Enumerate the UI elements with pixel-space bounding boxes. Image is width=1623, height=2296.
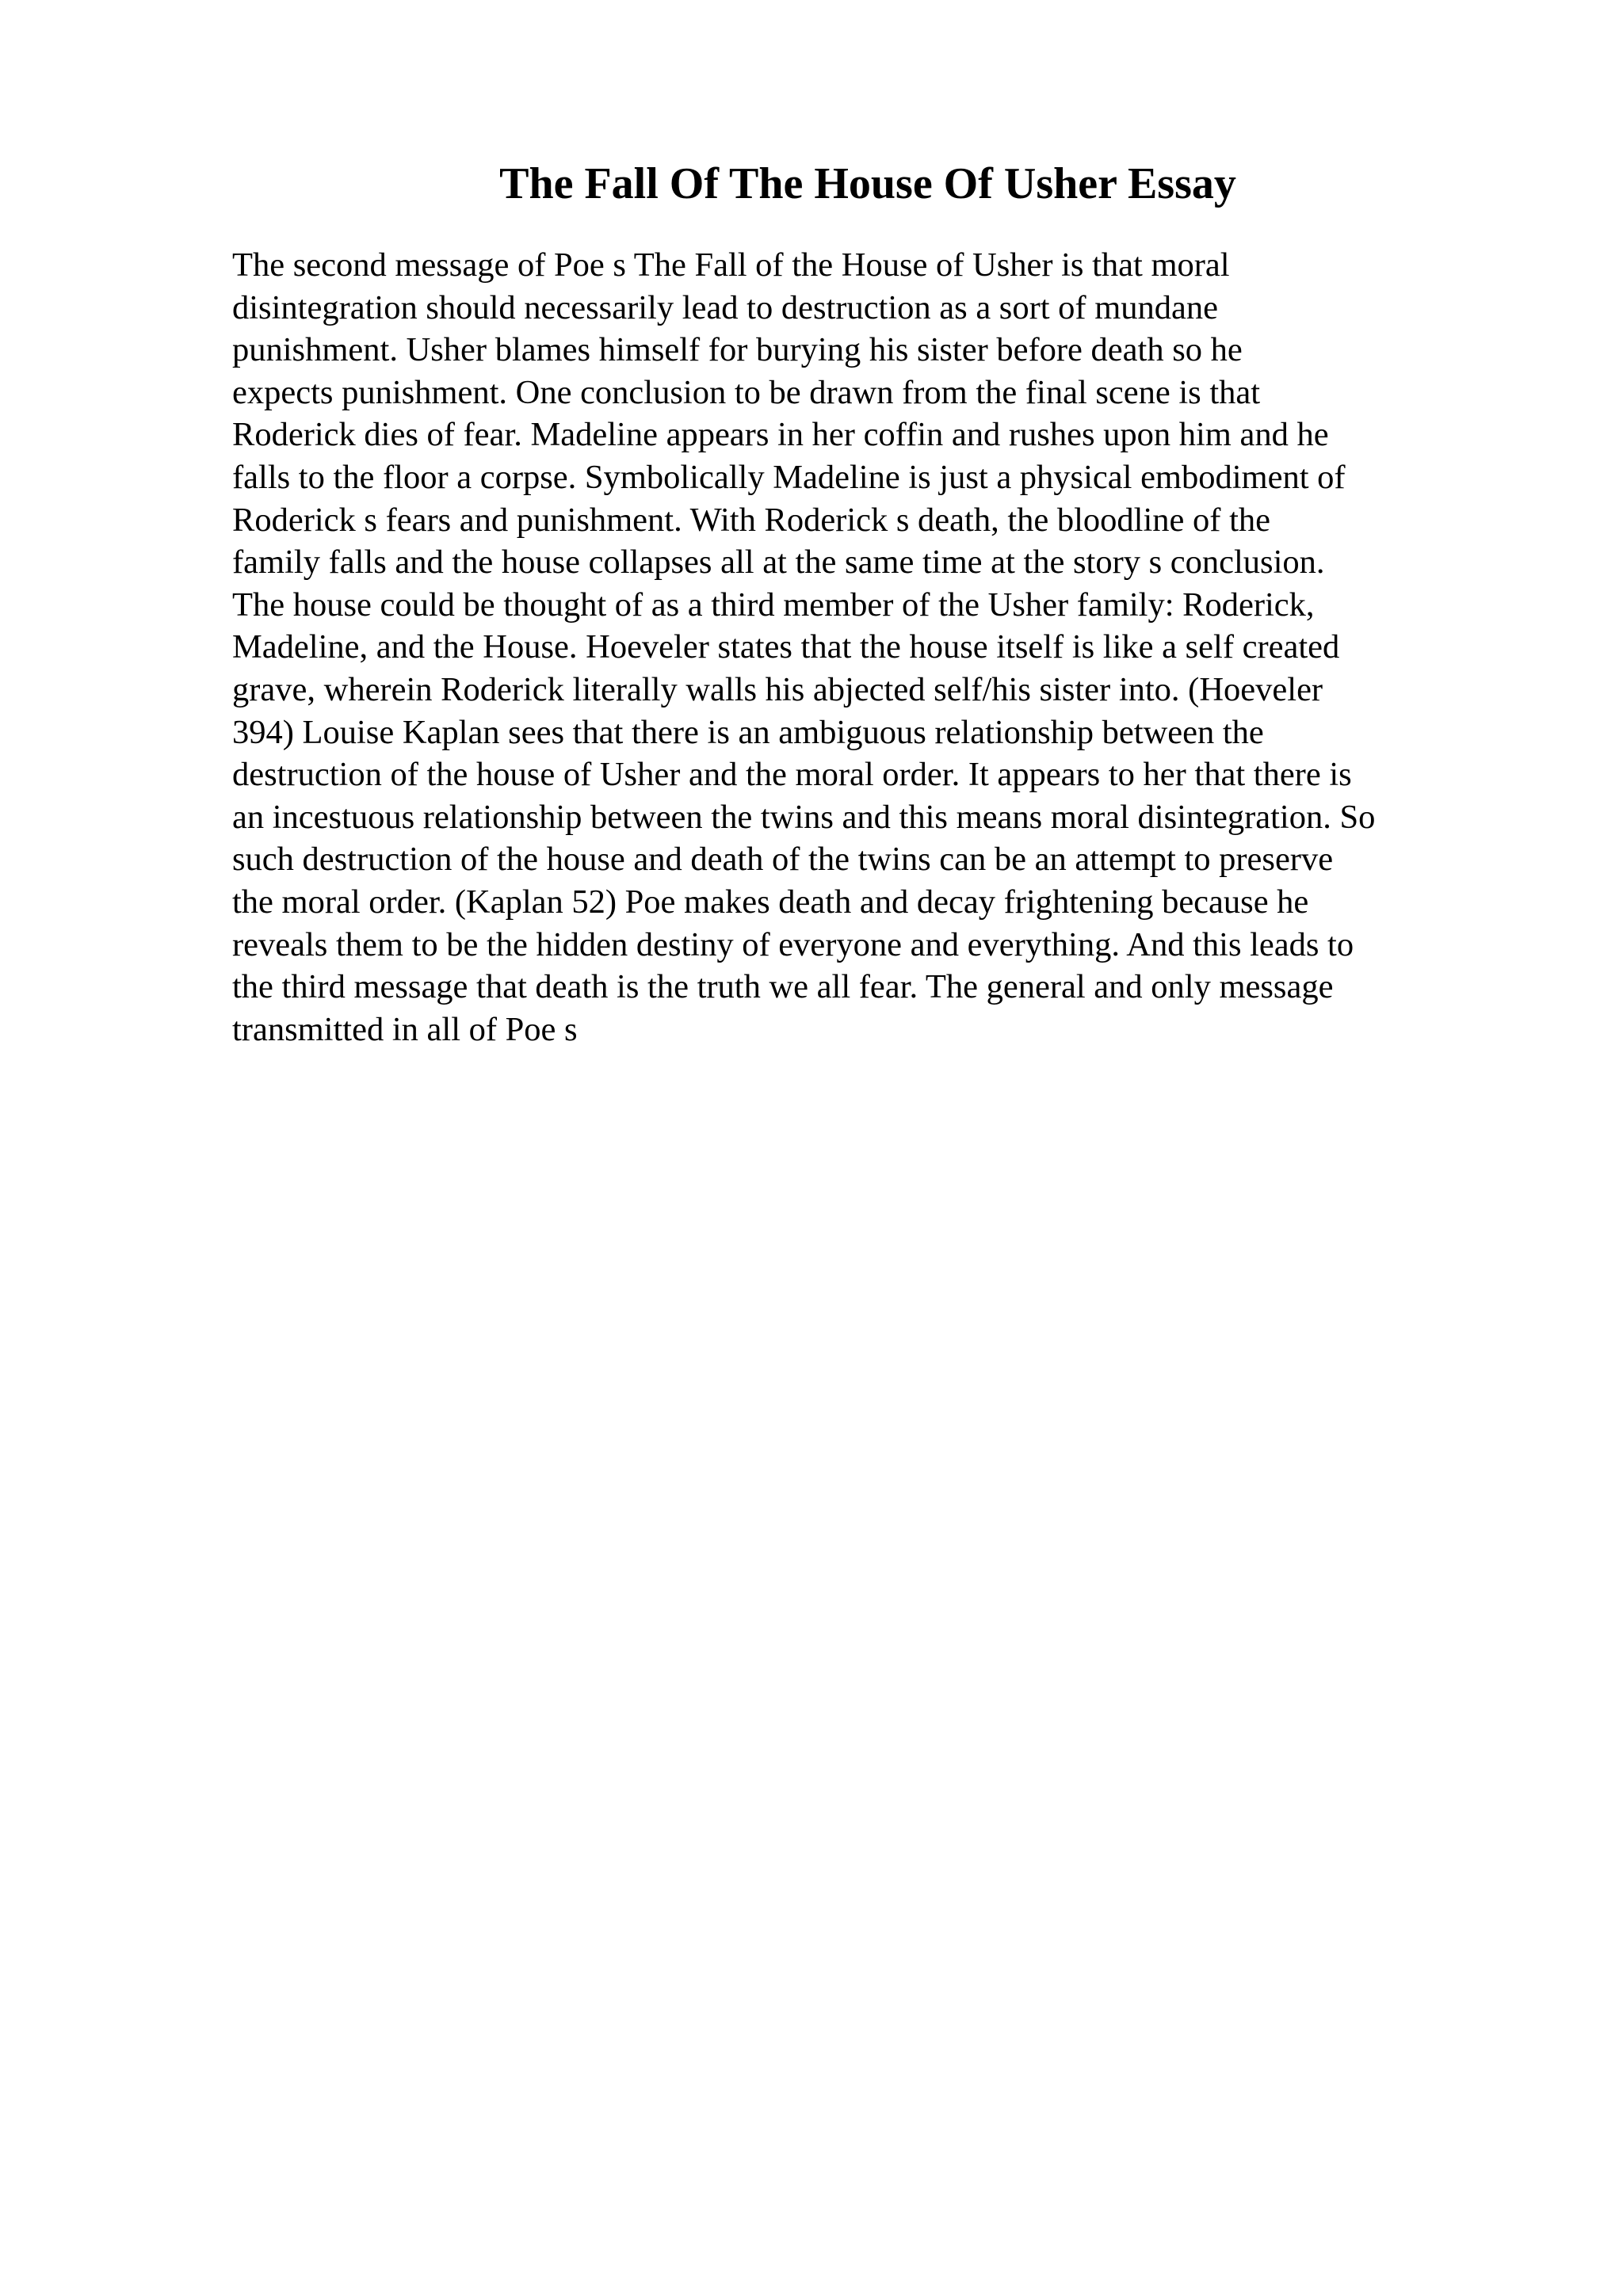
essay-line: reveals them to be the hidden destiny of everyone and everything. And this leads to (232, 925, 1354, 963)
essay-line: transmitted in all of Poe s (232, 1010, 578, 1048)
essay-line: 394) Louise Kaplan sees that there is an ambiguous relationship between the (232, 713, 1264, 751)
essay-line: expects punishment. One conclusion to be drawn from the final scene is that (232, 373, 1261, 411)
essay-line: Madeline, and the House. Hoeveler states that the house itself is like a self created (232, 628, 1340, 666)
essay-line: Roderick s fears and punishment. With Roderick s death, the bloodline of the (232, 501, 1270, 539)
essay-line: The house could be thought of as a third member of the Usher family: Roderick, (232, 585, 1315, 624)
essay-line: grave, wherein Roderick literally walls his abjected self/his sister into. (Hoeveler (232, 670, 1323, 708)
essay-line: an incestuous relationship between the twins and this means moral disintegration. So (232, 798, 1376, 836)
essay-body (232, 244, 1579, 1051)
essay-line: disintegration should necessarily lead to destruction as a sort of mundane (232, 288, 1218, 326)
essay-line: the third message that death is the truth we all fear. The general and only message (232, 968, 1334, 1006)
document-title: The Fall Of The House Of Usher Essay (499, 159, 1236, 208)
essay-line: such destruction of the house and death of the twins can be an attempt to preserve (232, 841, 1334, 879)
essay-line: family falls and the house collapses all at the same time at the story s conclusion. (232, 543, 1325, 582)
essay-line: falls to the floor a corpse. Symbolically Madeline is just a physical embodiment of (232, 458, 1346, 496)
essay-line: Roderick dies of fear. Madeline appears in her coffin and rushes upon him and he (232, 416, 1329, 454)
essay-line: punishment. Usher blames himself for burying his sister before death so he (232, 331, 1243, 369)
essay-line: the moral order. (Kaplan 52) Poe makes death and decay frightening because he (232, 883, 1309, 921)
essay-line: destruction of the house of Usher and the moral order. It appears to her that there is (232, 756, 1352, 794)
essay-line: The second message of Poe s The Fall of the House of Usher is that moral (232, 246, 1230, 284)
